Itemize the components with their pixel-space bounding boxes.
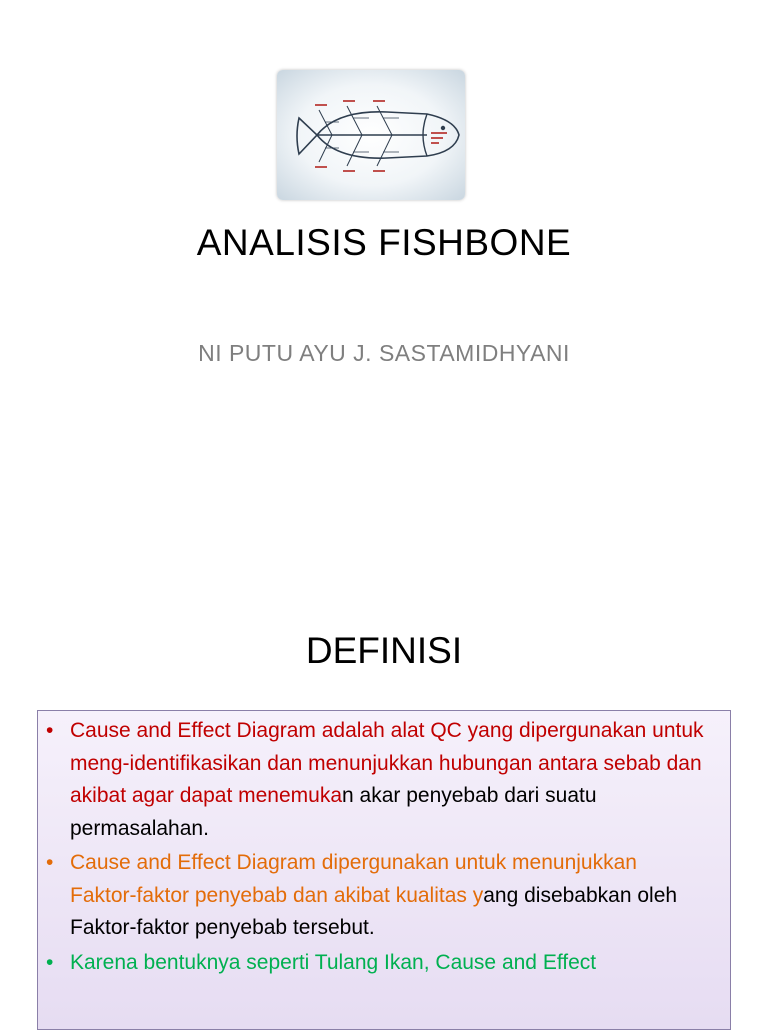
fishbone-diagram-image xyxy=(277,70,465,200)
slide-definition xyxy=(0,512,768,1024)
bullet-text-colored: Karena bentuknya seperti Tulang Ikan, Cause and Effect xyxy=(70,950,597,974)
definition-box xyxy=(37,710,731,1030)
section-title: DEFINISI xyxy=(305,630,463,671)
slide-title xyxy=(0,0,768,512)
bullet-item xyxy=(38,715,730,845)
bullet-text-plain: ang disebabkan oleh Faktor-faktor penyebab tersebut. xyxy=(70,883,678,939)
bullet-dot-icon: • xyxy=(46,950,54,974)
bullet-text-plain: n akar penyebab dari suatu permasalahan. xyxy=(70,784,597,840)
fishbone-diagram-icon xyxy=(277,70,465,200)
bullet-text-colored: Cause and Effect Diagram adalah alat QC yang dipergunakan untuk meng-identifikasikan dan menunjukkan hubungan antara sebab dan akibat agar dapat menemuka xyxy=(70,719,704,807)
author-name: NI PUTU AYU J. SASTAMIDHYANI xyxy=(198,340,570,366)
bullet-text-colored: Cause and Effect Diagram dipergunakan untuk menunjukkan Faktor-faktor penyebab dan akibat kualitas y xyxy=(70,851,637,907)
bullet-dot-icon: • xyxy=(46,851,54,874)
bullet-item xyxy=(38,847,730,945)
presentation-title: ANALISIS FISHBONE xyxy=(196,222,572,263)
bullet-dot-icon: • xyxy=(46,719,54,742)
bullet-item xyxy=(38,947,730,980)
bullet-list xyxy=(38,711,730,979)
